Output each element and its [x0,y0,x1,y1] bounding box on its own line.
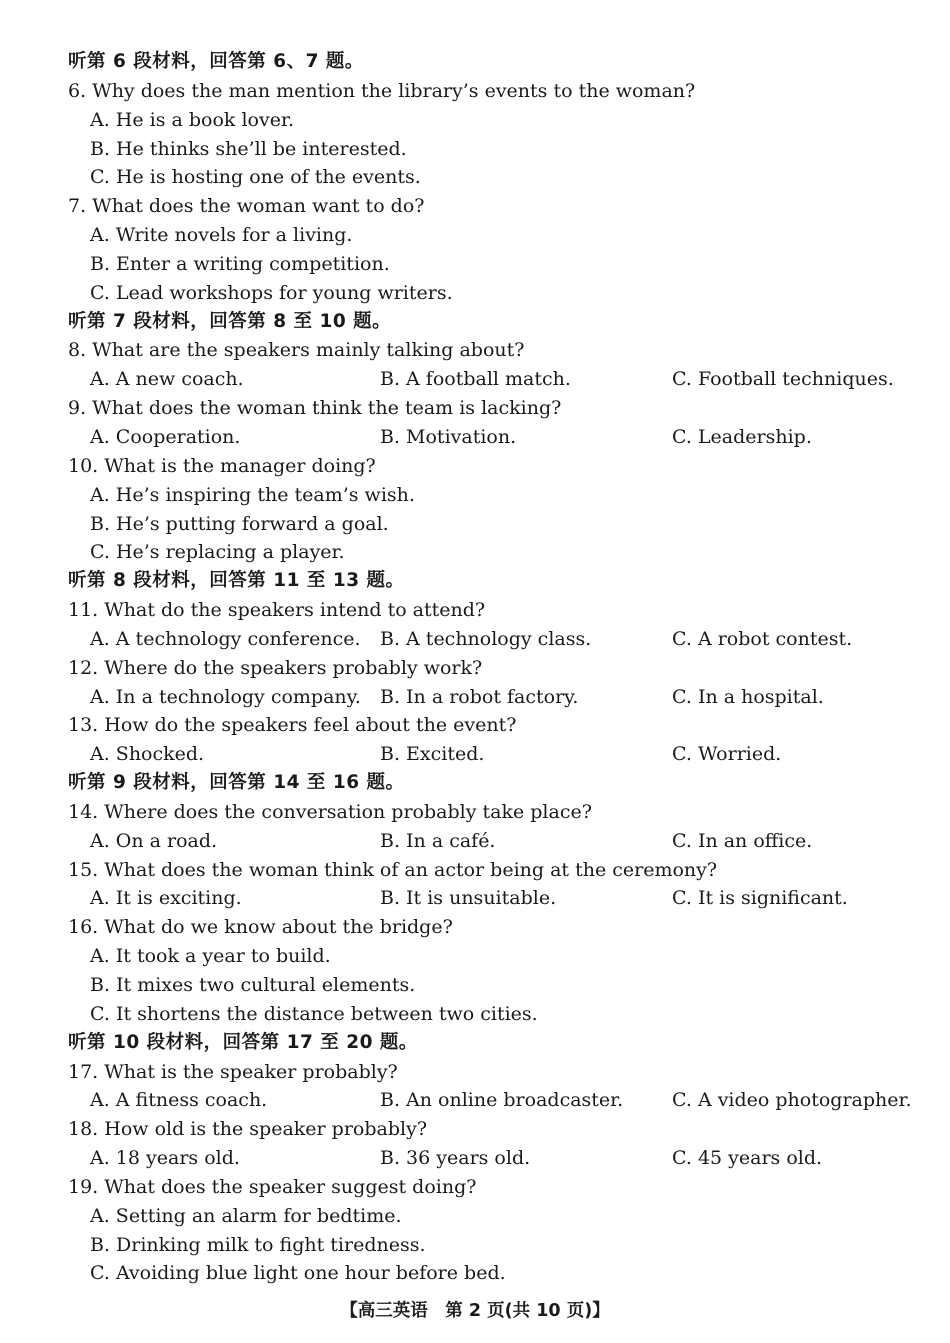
page-footer: 【高三英语 第 2 页(共 10 页)】 [340,1301,610,1321]
option-a: A. A new coach. [90,368,244,391]
question-stem: 13. How do the speakers feel about the event? [68,714,517,737]
option-c: C. In a hospital. [672,685,824,708]
option-b: B. Motivation. [380,425,517,448]
question-stem: 16. What do we know about the bridge? [68,916,453,939]
question-stem: 14. Where does the conversation probably take place? [68,800,592,823]
option-line: A. He’s inspiring the team’s wish. [90,483,415,506]
option-a: A. In a technology company. [90,685,361,708]
option-line: C. It shortens the distance between two cities. [90,1002,538,1025]
option-line: A. It took a year to build. [90,945,331,968]
option-row [68,827,928,856]
option-line: C. Lead workshops for young writers. [90,281,453,304]
option-line: B. He thinks she’ll be interested. [90,137,407,160]
question-stem: 15. What does the woman think of an actor being at the ceremony? [68,858,718,881]
option-a: A. It is exciting. [90,887,242,910]
option-a: A. 18 years old. [90,1147,240,1170]
option-line: A. He is a book lover. [90,108,295,131]
question-stem: 8. What are the speakers mainly talking about? [68,339,525,362]
question-stem: 7. What does the woman want to do? [68,195,425,218]
option-c: C. Football techniques. [672,368,894,391]
option-line: B. Drinking milk to fight tiredness. [90,1233,426,1256]
option-c: C. In an office. [672,829,813,852]
option-line: B. It mixes two cultural elements. [90,974,416,996]
question-stem: 12. Where do the speakers probably work? [68,656,483,679]
section-heading: 听第 6 段材料，回答第 6、7 题。 [68,51,364,72]
option-line: C. Avoiding blue light one hour before bed. [90,1262,506,1285]
option-a: A. A fitness coach. [90,1089,268,1112]
option-b: B. A football match. [380,368,571,391]
option-b: B. 36 years old. [380,1147,531,1170]
question-stem: 19. What does the speaker suggest doing? [68,1175,477,1198]
option-row [68,740,928,769]
option-c: C. It is significant. [672,887,848,910]
option-c: C. Worried. [672,743,782,766]
option-line: B. Enter a writing competition. [90,252,390,275]
option-row [68,683,928,712]
option-line: C. He is hosting one of the events. [90,166,421,189]
option-line: A. Write novels for a living. [90,224,353,247]
section-heading: 听第 10 段材料，回答第 17 至 20 题。 [68,1031,418,1053]
question-stem: 9. What does the woman think the team is lacking? [68,397,562,420]
option-line: C. He’s replacing a player. [90,541,345,564]
option-b: B. In a robot factory. [380,685,579,708]
option-a: A. Cooperation. [90,425,241,448]
option-b: B. A technology class. [380,627,592,650]
question-stem: 10. What is the manager doing? [68,454,376,477]
option-row [68,884,928,913]
option-row [68,423,928,452]
option-c: C. A video photographer. [672,1089,912,1112]
option-b: B. It is unsuitable. [380,887,557,910]
question-stem: 18. How old is the speaker probably? [68,1118,428,1141]
question-stem: 6. Why does the man mention the library’s events to the woman? [68,79,696,102]
option-row [68,1144,928,1173]
option-b: B. In a café. [380,829,496,852]
option-row [68,625,928,654]
section-heading: 听第 8 段材料，回答第 11 至 13 题。 [68,570,405,592]
option-b: B. Excited. [380,743,485,766]
section-heading: 听第 9 段材料，回答第 14 至 16 题。 [68,772,405,794]
option-row [68,1086,928,1115]
option-line: A. Setting an alarm for bedtime. [90,1204,402,1227]
question-stem: 17. What is the speaker probably? [68,1060,398,1083]
option-c: C. A robot contest. [672,627,853,650]
question-stem: 11. What do the speakers intend to attend? [68,599,486,622]
option-c: C. 45 years old. [672,1147,823,1170]
option-b: B. An online broadcaster. [380,1089,624,1112]
question-list [68,48,928,1288]
option-line: B. He’s putting forward a goal. [90,512,389,535]
option-a: A. On a road. [90,829,218,852]
section-heading: 听第 7 段材料，回答第 8 至 10 题。 [68,310,392,332]
option-c: C. Leadership. [672,425,812,448]
option-row [68,365,928,394]
option-a: A. A technology conference. [90,627,361,650]
option-a: A. Shocked. [90,743,205,766]
